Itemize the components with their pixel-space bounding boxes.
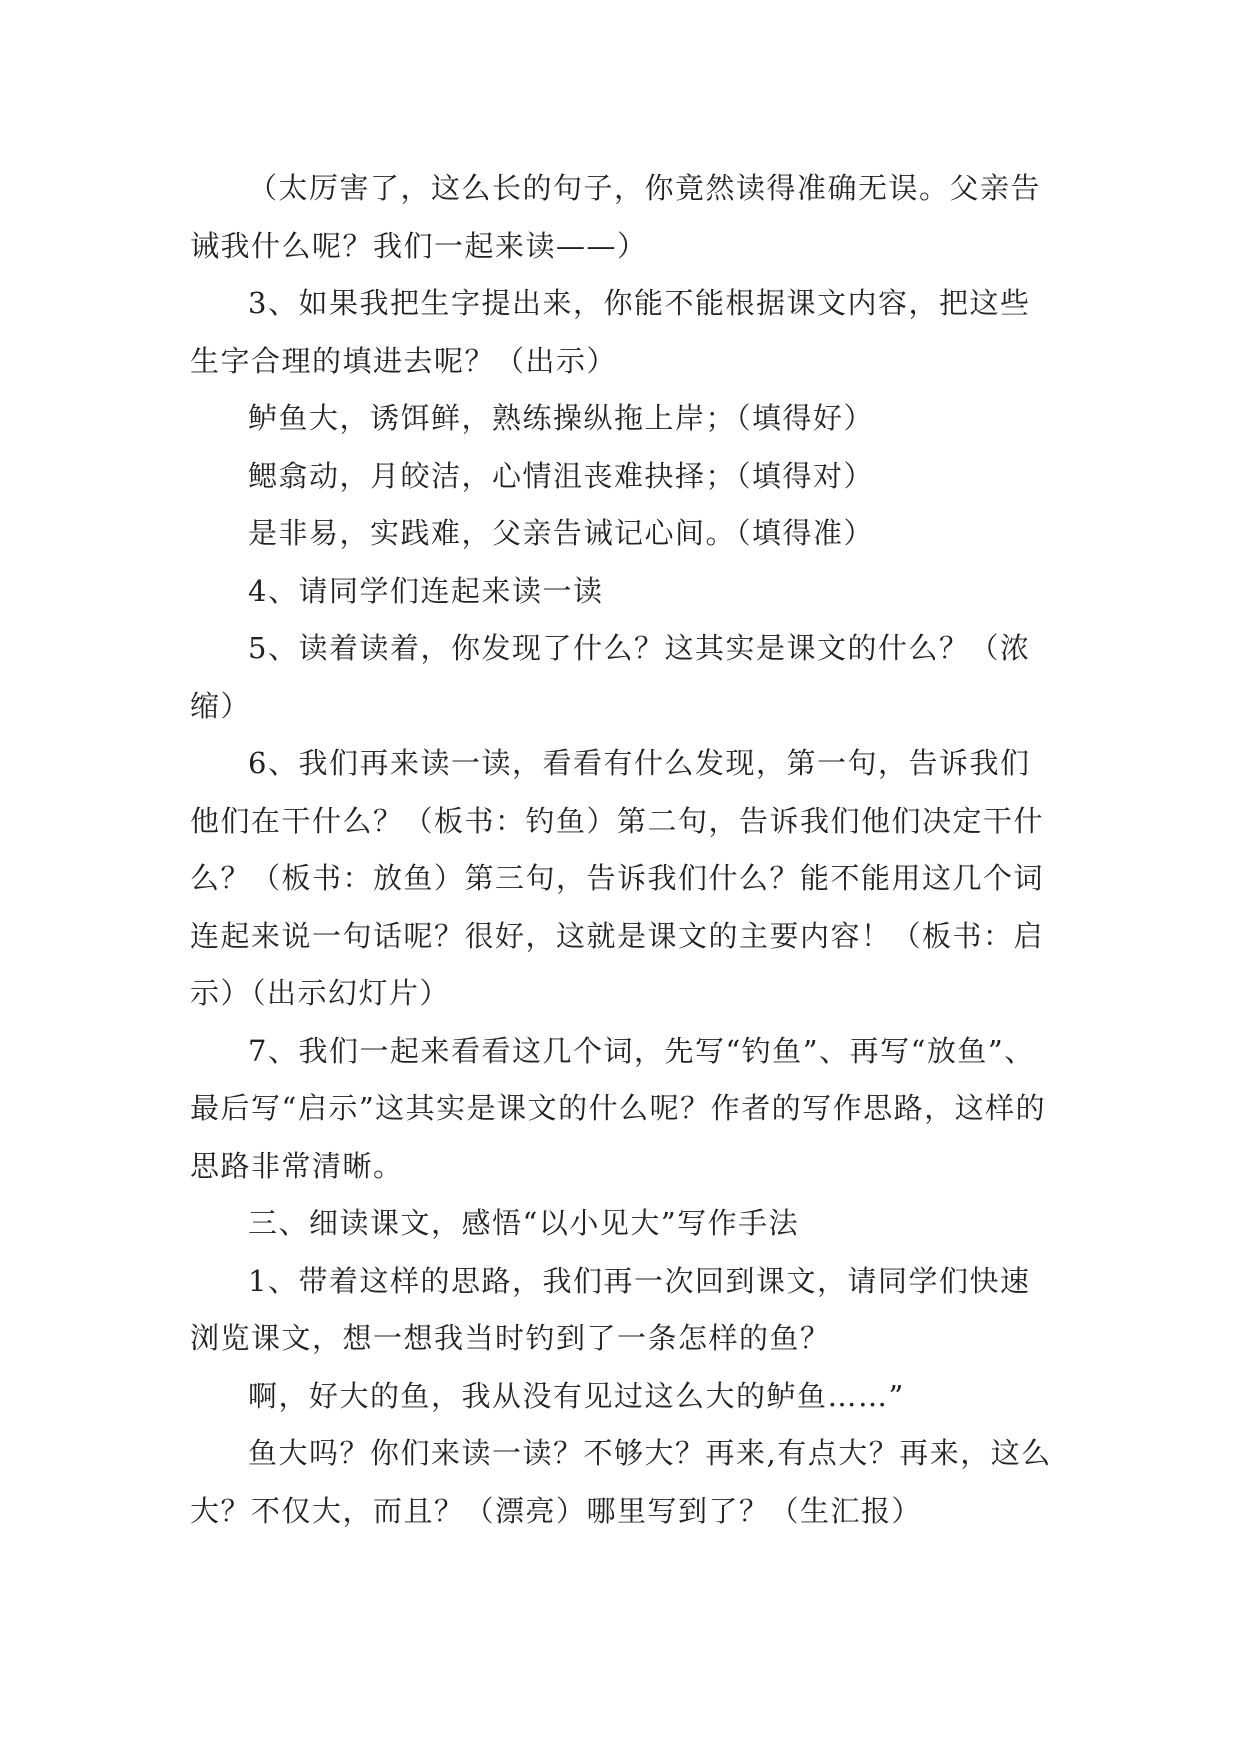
paragraph-discussion: 鱼大吗？你们来读一读？不够大？再来,有点大？再来，这么大？不仅大，而且？（漂亮）哪里写到了？（生汇报） (190, 1436, 1052, 1528)
section-heading-3: 三、细读课文，感悟“以小见大”写作手法 (248, 1206, 800, 1240)
paragraph-step-5: 5、读着读着，你发现了什么？这其实是课文的什么？（浓缩） (190, 631, 1031, 723)
paragraph-step-6: 6、我们再来读一读，看看有什么发现，第一句，告诉我们他们在干什么？（板书：钓鱼）第二句，告诉我们他们决定干什么？（板书：放鱼）第三句，告诉我们什么？能不能用这几个词连起来说一句话呢？很好，这就是课文的主要内容！（板书：启示）（出示幻灯片） (190, 746, 1045, 1010)
document-body (190, 160, 1060, 1540)
paragraph-verse-2: 鳃翕动，月皎洁，心情沮丧难抉择；（填得对） (248, 458, 875, 493)
paragraph-step-4: 4、请同学们连起来读一读 (248, 573, 604, 608)
paragraph-quote: 啊，好大的鱼，我从没有见过这么大的鲈鱼……” (248, 1378, 905, 1413)
paragraph-teacher-comment: （太厉害了，这么长的句子，你竟然读得准确无误。父亲告诫我什么呢？我们一起来读——） (190, 171, 1042, 263)
paragraph-step-3: 3、如果我把生字提出来，你能不能根据课文内容，把这些生字合理的填进去呢？（出示） (190, 286, 1031, 378)
paragraph-verse-1: 鲈鱼大，诱饵鲜，熟练操纵拖上岸；（填得好） (248, 401, 875, 435)
paragraph-verse-3: 是非易，实践难，父亲告诫记心间。（填得准） (248, 516, 875, 550)
paragraph-step-7: 7、我们一起来看看这几个词，先写“钓鱼”、再写“放鱼”、最后写“启示”这其实是课文的什么呢？作者的写作思路，这样的思路非常清晰。 (190, 1033, 1047, 1183)
paragraph-section3-step-1: 1、带着这样的思路，我们再一次回到课文，请同学们快速浏览课文，想一想我当时钓到了一条怎样的鱼？ (190, 1263, 1031, 1355)
